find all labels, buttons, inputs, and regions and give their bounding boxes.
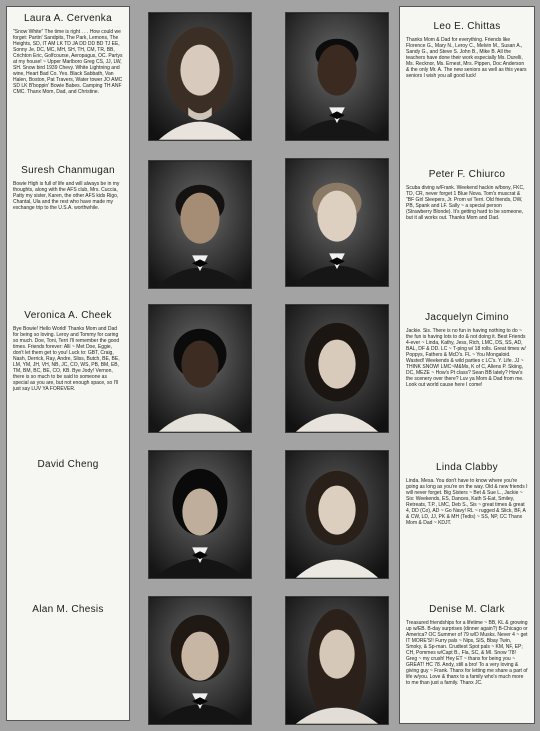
student-bio: Bowie High is full of life and will always be in my thoughts, along with the AFS club, Mrs. Cuccia, Patty my sister, Karen, the other AFS kids Rigo, Chantal, Ula and the rest who have made my exchange trip to the U.S.A. worthwhile.: [13, 181, 120, 211]
entry-peter-chiurco: [406, 169, 528, 221]
left-name-column: [6, 6, 130, 721]
entry-jacquelyn-cimino: [406, 312, 528, 388]
portrait-photo-leo-chittas: [285, 12, 389, 141]
student-name: Leo E. Chittas: [433, 21, 501, 32]
student-bio: Jackie. Sis. There is no fun in having nothing to do ~ the fun is having lots to do & not doing it. Best Friends 4-ever ~ Linda, Kathy, Jess, Rich, LMC, DS, SS, AD, BAL, DF & DD. LC ~ T-ping w/ 18 rolls. Great times w/ Poppys, Fathers & McD's. FL ~ You Mongaloid. Wasted! Weekends & wild parties c LC's. Y. Life. JJ ~ THINK SNOW! LMC~M&Ms, K of C, Allens P. Skiing, DC, MEZE ~ How's Pt class? Sean BB lately? How's the scenery over there? Luv ya Mom & Dad from me. Look out world cause here I come!: [406, 328, 526, 388]
entry-leo-chittas: [406, 21, 528, 79]
student-name: Linda Clabby: [436, 462, 498, 473]
entry-linda-clabby: [406, 462, 528, 526]
entry-denise-clark: [406, 604, 528, 686]
portrait-photo-alan-chesis: [148, 596, 252, 725]
student-bio: Linda. Mesa. You don't have to know where you're going as long as you're on the way. Old & new friends I will never forget. Big Sisters ~ Bet & Sue L., Jackie ~ Sis: Weekends, ES, Dances, Kath S-Eat, Smiley, Retreats, T.P., LMC, Deb S., Sis ~ great times & great 4, DD (Co), AD ~ Go Navy! RL ~ rugged & Slick, BF, A & CW, LD, JJ, PK & MH (Tedis) ~ SS, NP, CC Thanx Mom & Dad ~ KDJT.: [406, 478, 528, 526]
portrait-photo-david-cheng: [148, 450, 252, 579]
portrait-photo-peter-chiurco: [285, 158, 389, 287]
portrait-photo-laura-cervenka: [148, 12, 252, 141]
student-bio: Bye Bowie! Hello World! Thanks Mom and Dad for being so loving. Leroy and Tommy for caring so much. Doe, Toni, Terri I'll remember the good times. Friends forever: Alli ~ Met Doe, Eggie, don't let them get to you! Luck to: GBT, Craig, Nash, Derrick, Ray, Andre, Sliss, Butch, BE, BE, LM, YM, JH, VH, NB, JC, CO, WS, PB, BM, EB, TM, BM, BC, BE, CO, KB. Bye Jody! Vernon, there is so much to be said to someone as special as you are, but not enough space, so I'll just say LUV YA FOREVER.: [13, 326, 120, 392]
right-name-column: [399, 6, 535, 724]
student-bio: "Snow White" The time is right . . . How could we forget: Partin' Sandpits, The Park, Lemons, The Heights, SD, IT AM LK TD JA DD DD BD TJ EE, Sonny Je, DC, MC, MH, SH, TH, CM, TR, BB, Crichton Eric, Golfcourse, Aeropagus, OC. Partys at my house! ~ Upper Marlboro Greg CS, JJ, LW, SH. Snow bird 1939 Chevy. White Lightning and wine, Heart Bad Co. Yes. Black Sabbath, Van Halen, Boston, Pat Travers, Water tower JO AMC SD LK B'boppin' Bowie Babes. Camping TH ANF CMC. Thanx Mom, Dad, and Christine.: [13, 29, 123, 95]
student-bio: Treasured friendships for a lifetime ~ BB, KL & growing up w/EB. B-day surprises (dinner again?) B-Chicago or America? OC Summer of 79 w/D Musks. Never 4 ~ get IT MORE'S!! Furry pals ~ Nips, SIS, Bbay Twin, Smoky, & Sp-man. Crudtest Spot pals ~ KM, NF, EP; CH, Pommes w/Capt B., Fla, SC, & MI. Snow '78! Greg ~ my crush! Hey ET ~ thanx for being you ~ GREAT! HC 78. Andy, still a bro! To a very loving & giving guy ~ Frank. Thanx for letting me share a part of life w/you. Love & thanx to a family who's much more to me than just a family. Thanx JC.: [406, 620, 528, 686]
entry-david-cheng: [13, 459, 123, 475]
portrait-photo-denise-clark: [285, 596, 389, 725]
student-name: David Cheng: [37, 459, 99, 470]
student-name: Peter F. Chiurco: [428, 169, 506, 180]
entry-laura-cervenka: [13, 13, 123, 95]
student-name: Alan M. Chesis: [32, 604, 104, 615]
student-bio: Thanks Mom & Dad for everything. Friends like Florence G., Mary N., Leroy C., Melvin M., Susan A., Sandy G., and Steve S. John B., Mike B. All the teachers have done their work especially Ms. Durelli, Ms. Recknor, Ms. Ernest, Mrs. Pippen, Doc Anderson & the only Mr. A. The new seniors as well as this years seniors I wish you all good luck!: [406, 37, 527, 79]
entry-suresh-chanmugan: [13, 165, 123, 211]
entry-alan-chesis: [13, 604, 123, 620]
student-name: Veronica A. Cheek: [24, 310, 112, 321]
student-name: Suresh Chanmugan: [21, 165, 115, 176]
portrait-photo-linda-clabby: [285, 450, 389, 579]
entry-veronica-cheek: [13, 310, 123, 392]
student-bio: Scuba diving w/Frank. Weekend hackin w/bony, FKC, TD, CR, never forget 1 Blue Nova. Tom's muscrat & "BF Girl Sleepers, Jr. Prom w/ Terri. Old friends, DW, PB, Spank and LF. Sally ~ a special person (Strawberry Blonde). It's getting hard to be someone, but it all works out. Thanks Mom and Dad.: [406, 185, 525, 221]
portrait-photo-veronica-cheek: [148, 304, 252, 433]
student-name: Denise M. Clark: [429, 604, 505, 615]
portrait-photo-jacquelyn-cimino: [285, 304, 389, 433]
portrait-photo-suresh-chanmugan: [148, 160, 252, 289]
student-name: Jacquelyn Cimino: [425, 312, 509, 323]
student-name: Laura A. Cervenka: [24, 13, 112, 24]
